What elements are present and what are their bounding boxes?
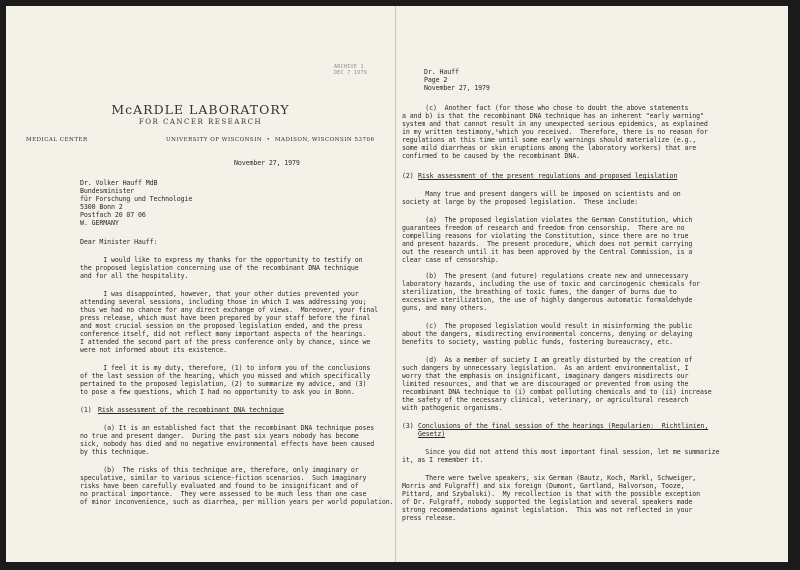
letterhead-subtitle: FOR CANCER RESEARCH: [138, 118, 263, 126]
text-line: (b) The present (and future) regulations create new and unnecessary: [402, 272, 689, 280]
archive-stamp-line: ARCHIVE 1: [334, 64, 364, 70]
section-title: Risk assessment of the recombinant DNA technique: [98, 406, 284, 414]
text-line: and present hazards. The present procedure, which does not permit carrying: [402, 240, 693, 248]
text-line: thus we had no chance for any direct exchange of views. Moreover, your final: [80, 306, 378, 314]
page-header-line: Dr. Hauff: [424, 68, 459, 76]
recipient-line: Postfach 20 07 06: [80, 211, 146, 219]
text-line: of the last session of the hearing, which you missed and which specifically: [80, 372, 371, 380]
text-line: sick, nobody has died and no negative environmental effects have been caused: [80, 440, 375, 448]
text-line: to pose a few questions, which I had no opportunity to ask you in Bonn.: [80, 388, 355, 396]
text-line: Morris and Fulgraff) and six foreign (Dumont, Gartland, Halvorson, Tooze,: [402, 482, 685, 490]
text-line: (d) As a member of society I am greatly disturbed by the creation of: [402, 356, 693, 364]
text-line: sterilization, the breathing of toxic fumes, the danger of burns due to: [402, 288, 677, 296]
text-line: of minor inconvenience, such as diarrhea, per million years per world population.: [80, 498, 394, 506]
text-line: such dangers by unnecessary legislation. As an ardent environmentalist, I: [402, 364, 689, 372]
text-line: guns, and many others.: [402, 304, 488, 312]
recipient-line: Bundesminister: [80, 187, 135, 195]
letter-page-2: [395, 6, 788, 562]
text-line: limited resources, and that we are discouraged or prevented from using the: [402, 380, 689, 388]
text-line: benefits to society, wasting public funds, fostering bureaucracy, etc.: [402, 338, 673, 346]
text-line: no practical importance. They were assessed to be much less than one case: [80, 490, 367, 498]
text-line: Many true and present dangers will be imposed on scientists and on: [402, 190, 681, 198]
text-line: of Dr. Fulgraff, nobody supported the legislation and several speakers made: [402, 498, 693, 506]
section-number: (2): [402, 172, 414, 180]
text-line: recombinant DNA technique to (i) combat polluting chemicals and to (ii) increase: [402, 388, 712, 396]
text-line: society at large by the proposed legislation. These include:: [402, 198, 639, 206]
text-line: some mild diarrheas or skin eruptions among the laboratory workers) that are: [402, 144, 697, 152]
text-line: system and that cannot result in any unexpected serious epidemics, as explained: [402, 120, 708, 128]
text-line: the safety of the necessary clinical, veterinary, or agricultural research: [402, 396, 689, 404]
text-line: Since you did not attend this most important final session, let me summarize: [402, 448, 720, 456]
text-line: the proposed legislation concerning use of the recombinant DNA technique: [80, 264, 359, 272]
salutation: Dear Minister Hauff:: [80, 238, 158, 246]
text-line: guarantees freedom of research and freedom from censorship. There are no: [402, 224, 685, 232]
section-title: Conclusions of the final session of the hearings (Regularien: Richtlinien,: [418, 422, 709, 430]
section-title: Risk assessment of the present regulations and proposed legislation: [418, 172, 678, 180]
text-line: (a) The proposed legislation violates the German Constitution, which: [402, 216, 693, 224]
text-line: laboratory hazards, including the use of toxic and carcinogenic chemicals for: [402, 280, 700, 288]
letter-date: November 27, 1979: [234, 159, 300, 167]
text-line: (b) The risks of this technique are, therefore, only imaginary or: [80, 466, 359, 474]
page-header-line: November 27, 1979: [424, 84, 490, 92]
letterhead-address: UNIVERSITY OF WISCONSIN • MADISON, WISCONSIN 53706: [166, 137, 375, 143]
text-line: Pittard, and Szybalski). My recollection is that with the possible exception: [402, 490, 700, 498]
text-line: a and b) is that the recombinant DNA technique has an inherent "early warning": [402, 112, 704, 120]
text-line: (c) Another fact (for those who chose to doubt the above statements: [402, 104, 689, 112]
letter-page-1: [6, 6, 395, 562]
text-line: no true and present danger. During the past six years nobody has become: [80, 432, 359, 440]
text-line: I was disappointed, however, that your other duties prevented your: [80, 290, 359, 298]
text-line: risks have been carefully evaluated and found to be insignificant and of: [80, 482, 359, 490]
page-header-line: Page 2: [424, 76, 448, 84]
text-line: I feel it is my duty, therefore, (1) to inform you of the conclusions: [80, 364, 371, 372]
text-line: confirmed to be caused by the recombinant DNA.: [402, 152, 581, 160]
text-line: excessive sterilization, the use of highly dangerous automatic formaldehyde: [402, 296, 693, 304]
section-number: (1): [80, 406, 92, 414]
text-line: about the dangers, misdirecting environmental concerns, denying or delaying: [402, 330, 693, 338]
text-line: (a) It is an established fact that the recombinant DNA technique poses: [80, 424, 375, 432]
letterhead-medical-center: MEDICAL CENTER: [26, 137, 88, 143]
text-line: attending several sessions, including those in which I was addressing you;: [80, 298, 367, 306]
text-line: I would like to express my thanks for the opportunity to testify on: [80, 256, 363, 264]
text-line: compelling reasons for violating the Constitution, since there are no true: [402, 232, 689, 240]
text-line: There were twelve speakers, six German (Bautz, Koch, Markl, Schweiger,: [402, 474, 697, 482]
text-line: and for all the hospitality.: [80, 272, 189, 280]
text-line: press release.: [402, 514, 457, 522]
text-line: conference itself, did not reflect many important aspects of the hearings.: [80, 330, 367, 338]
text-line: in my written testimony,¹which you received. Therefore, there is no reason for: [402, 128, 708, 136]
text-line: it, as I remember it.: [402, 456, 484, 464]
text-line: strong recommendations against legislation. This was not reflected in your: [402, 506, 693, 514]
text-line: pertained to the proposed legislation, (2) to summarize my advice, and (3): [80, 380, 367, 388]
text-line: and most crucial session on the proposed legislation ended, and the press: [80, 322, 363, 330]
recipient-line: Dr. Volker Hauff MdB: [80, 179, 158, 187]
letterhead-name: McARDLE LABORATORY: [111, 102, 290, 117]
recipient-line: 5300 Bonn 2: [80, 203, 123, 211]
text-line: I attended the second part of the press conference only by chance, since we: [80, 338, 371, 346]
text-line: out the research until it has been approved by the Central Commission, is a: [402, 248, 693, 256]
archive-stamp-line: DEC 7 1979: [334, 70, 368, 76]
text-line: press release, which must have been prepared by your staff before the final: [80, 314, 371, 322]
recipient-line: für Forschung und Technologie: [80, 195, 193, 203]
section-number: (3): [402, 422, 414, 430]
text-line: with pathogenic organisms.: [402, 404, 503, 412]
text-line: by this technique.: [80, 448, 150, 456]
text-line: regulations at this time until some early warnings should materialize (e.g.,: [402, 136, 697, 144]
recipient-line: W. GERMANY: [80, 219, 119, 227]
text-line: speculative, similar to various science-fiction scenarios. Such imaginary: [80, 474, 367, 482]
text-line: worry that the emphasis on insignificant, imaginary dangers misdirects our: [402, 372, 689, 380]
text-line: (c) The proposed legislation would result in misinforming the public: [402, 322, 693, 330]
text-line: were not informed about its existence.: [80, 346, 228, 354]
text-line: clear case of censorship.: [402, 256, 499, 264]
section-title: Gesetz): [418, 430, 446, 438]
